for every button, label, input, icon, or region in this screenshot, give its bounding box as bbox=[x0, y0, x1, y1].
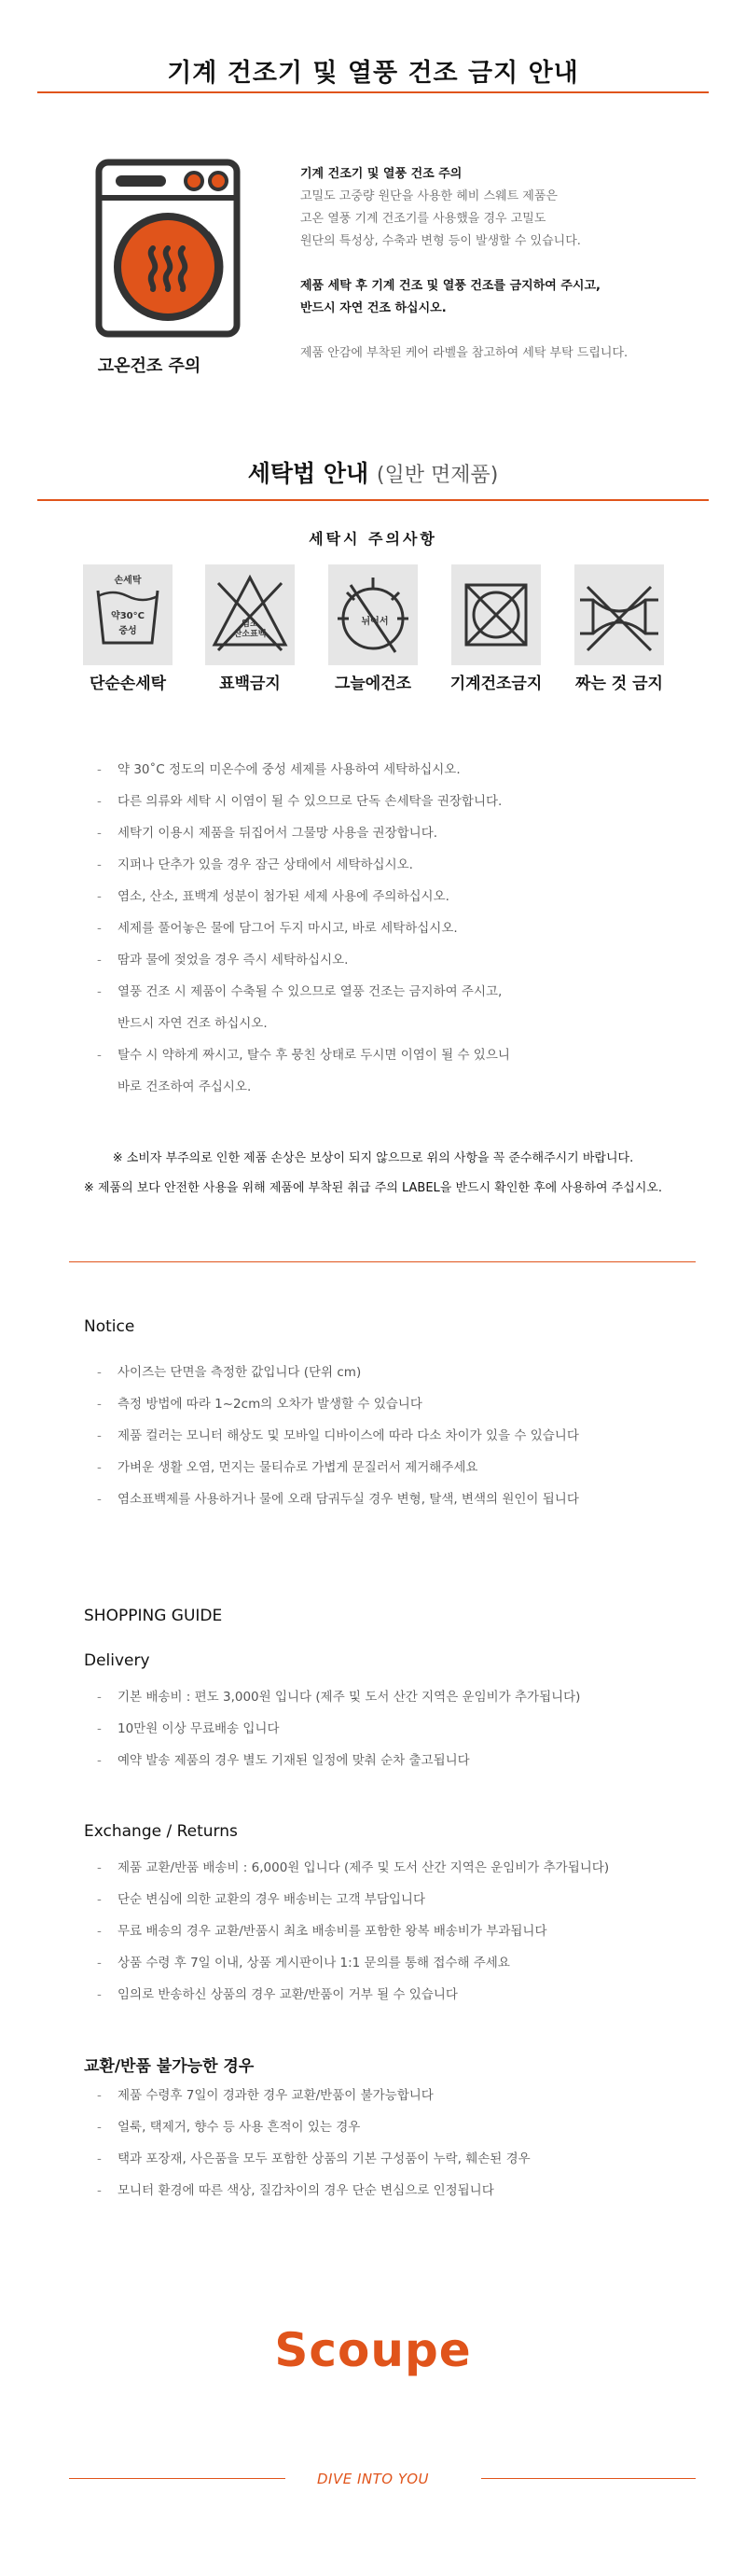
list-item: - 모니터 환경에 따른 색상, 질감차이의 경우 단순 변심으로 인정됩니다 bbox=[97, 2175, 531, 2207]
caution-heading: 세탁시 주의사항 bbox=[309, 530, 437, 548]
list-item: - 약 30˚C 정도의 미온수에 중성 세제를 사용하여 세탁하십시오. bbox=[97, 754, 510, 786]
no-tumble-dry-label: 기계건조금지 bbox=[449, 675, 543, 693]
shade-dry-icon bbox=[328, 564, 418, 665]
washing-machine-icon bbox=[95, 159, 241, 338]
not-allowed-heading: 교환/반품 불가능한 경우 bbox=[84, 2057, 255, 2076]
list-item: - 상품 수령 후 7일 이내, 상품 게시판이나 1:1 문의를 통해 접수해 주세요 bbox=[97, 1947, 609, 1979]
washing-instructions-list bbox=[97, 754, 510, 1103]
list-item: - 세탁기 이용시 제품을 뒤집어서 그물망 사용을 권장합니다. bbox=[97, 817, 510, 849]
delivery-heading: Delivery bbox=[84, 1651, 150, 1670]
brand-tagline: DIVE INTO YOU bbox=[316, 2471, 430, 2487]
dryer-warning-heading: 기계 건조기 및 열풍 건조 주의 bbox=[300, 167, 463, 181]
hand-wash-top-text: 손세탁 bbox=[114, 576, 142, 586]
no-wring-icon bbox=[574, 564, 664, 665]
list-item: - 땀과 물에 젖었을 경우 즉시 세탁하십시오. bbox=[97, 944, 510, 976]
title-divider bbox=[37, 91, 709, 93]
dryer-warning-bold-line: 제품 세탁 후 기계 건조 및 열풍 건조를 금지하여 주시고, bbox=[300, 279, 601, 293]
dryer-warning-note: 제품 안감에 부착된 케어 라벨을 참고하여 세탁 부탁 드립니다. bbox=[300, 346, 629, 360]
dryer-warning-bold-line: 반드시 자연 건조 하십시오. bbox=[300, 301, 447, 315]
dryer-warning-line: 고밀도 고중량 원단을 사용한 헤비 스웨트 제품은 bbox=[300, 189, 558, 203]
list-item: - 다른 의류와 세탁 시 이염이 될 수 있으므로 단독 손세탁을 권장합니다. bbox=[97, 786, 510, 817]
delivery-list bbox=[97, 1681, 580, 1776]
list-item: - 사이즈는 단면을 측정한 값입니다 (단위 cm) bbox=[97, 1357, 579, 1388]
list-item: - 기본 배송비 : 편도 3,000원 입니다 (제주 및 도서 산간 지역은 운임비가 추가됩니다) bbox=[97, 1681, 580, 1713]
list-item: - 임의로 반송하신 상품의 경우 교환/반품이 거부 될 수 있습니다 bbox=[97, 1979, 609, 2011]
label-notice: ※ 제품의 보다 안전한 사용을 위해 제품에 부착된 취급 주의 LABEL을 반드시 확인한 후에 사용하여 주십시오. bbox=[83, 1181, 663, 1195]
list-item: - 제품 수령후 7일이 경과한 경우 교환/반품이 불가능합니다 bbox=[97, 2080, 531, 2111]
shade-dry-label: 그늘에건조 bbox=[334, 675, 412, 693]
hand-wash-label: 단순손세탁 bbox=[89, 675, 167, 693]
list-item: - 10만원 이상 무료배송 입니다 bbox=[97, 1713, 580, 1745]
list-item: - 세제를 풀어놓은 물에 담그어 두지 마시고, 바로 세탁하십시오. bbox=[97, 912, 510, 944]
section-divider bbox=[69, 1261, 696, 1262]
shade-dry-inner-text: 뉘어서 bbox=[361, 617, 389, 627]
washing-guide-divider bbox=[37, 499, 709, 501]
consumer-notice: ※ 소비자 부주의로 인한 제품 손상은 보상이 되지 않으므로 위의 사항을 꼭 준수해주시기 바랍니다. bbox=[112, 1151, 634, 1165]
list-item: - 무료 배송의 경우 교환/반품시 최초 배송비를 포함한 왕복 배송비가 부과됩니다 bbox=[97, 1915, 609, 1947]
no-bleach-inner-text: 염소 bbox=[242, 620, 258, 629]
washing-guide-title-main: 세탁법 안내 bbox=[247, 460, 369, 487]
hand-wash-bottom-text: 중성 bbox=[118, 626, 137, 636]
list-item: - 얼룩, 택제거, 향수 등 사용 흔적이 있는 경우 bbox=[97, 2111, 531, 2143]
list-item: - 택과 포장재, 사은품을 모두 포함한 상품의 기본 구성품이 누락, 훼손된 경우 bbox=[97, 2143, 531, 2175]
not-allowed-list bbox=[97, 2080, 531, 2207]
list-item: - 가벼운 생활 오염, 먼지는 물티슈로 가볍게 문질러서 제거해주세요 bbox=[97, 1452, 579, 1483]
no-bleach-label: 표백금지 bbox=[219, 675, 281, 693]
exchange-heading: Exchange / Returns bbox=[84, 1822, 238, 1841]
page-title: 기계 건조기 및 열풍 건조 금지 안내 bbox=[167, 59, 579, 88]
no-bleach-inner-text: 산소표백 bbox=[233, 630, 267, 639]
exchange-list bbox=[97, 1852, 609, 2011]
list-item-continued: 반드시 자연 건조 하십시오. bbox=[117, 1016, 268, 1031]
dryer-warning-line: 원단의 특성상, 수축과 변형 등이 발생할 수 있습니다. bbox=[300, 234, 581, 248]
hand-wash-icon bbox=[83, 564, 173, 665]
notice-list bbox=[97, 1357, 579, 1515]
list-item: - 예약 발송 제품의 경우 별도 기재된 일정에 맞춰 순차 출고됩니다 bbox=[97, 1745, 580, 1776]
no-tumble-dry-icon bbox=[451, 564, 541, 665]
shopping-guide-heading: SHOPPING GUIDE bbox=[84, 1607, 223, 1625]
list-item: - 측정 방법에 따라 1~2cm의 오차가 발생할 수 있습니다 bbox=[97, 1388, 579, 1420]
dryer-warning-text bbox=[300, 163, 628, 365]
dryer-warning-line: 고온 열풍 기계 건조기를 사용했을 경우 고밀도 bbox=[300, 212, 546, 226]
no-bleach-icon bbox=[205, 564, 295, 665]
list-item: - 단순 변심에 의한 교환의 경우 배송비는 고객 부담입니다 bbox=[97, 1884, 609, 1915]
washing-guide-title bbox=[0, 455, 746, 489]
list-item: - 염소, 산소, 표백계 성분이 첨가된 세제 사용에 주의하십시오. bbox=[97, 881, 510, 912]
brand-logo: Scoupe bbox=[274, 2323, 472, 2377]
list-item: - 열풍 건조 시 제품이 수축될 수 있으므로 열풍 건조는 금지하여 주시고, bbox=[97, 976, 510, 1008]
list-item: - 탈수 시 약하게 짜시고, 탈수 후 뭉친 상태로 두시면 이염이 될 수 있으니 bbox=[97, 1039, 510, 1071]
list-item: - 제품 교환/반품 배송비 : 6,000원 입니다 (제주 및 도서 산간 지역은 운임비가 추가됩니다) bbox=[97, 1852, 609, 1884]
list-item-continued: 바로 건조하여 주십시오. bbox=[117, 1079, 252, 1094]
hand-wash-temp-text: 약30°C bbox=[111, 611, 145, 621]
notice-heading: Notice bbox=[84, 1317, 135, 1336]
no-wring-label: 짜는 것 금지 bbox=[575, 675, 663, 693]
washing-guide-subtitle: (일반 면제품) bbox=[376, 464, 499, 487]
list-item: - 염소표백제를 사용하거나 물에 오래 담궈두실 경우 변형, 탈색, 변색의 원인이 됩니다 bbox=[97, 1483, 579, 1515]
dryer-warning-caption: 고온건조 주의 bbox=[97, 356, 201, 376]
list-item: - 제품 컬러는 모니터 해상도 및 모바일 디바이스에 따라 다소 차이가 있을 수 있습니다 bbox=[97, 1420, 579, 1452]
list-item: - 지퍼나 단추가 있을 경우 잠근 상태에서 세탁하십시오. bbox=[97, 849, 510, 881]
